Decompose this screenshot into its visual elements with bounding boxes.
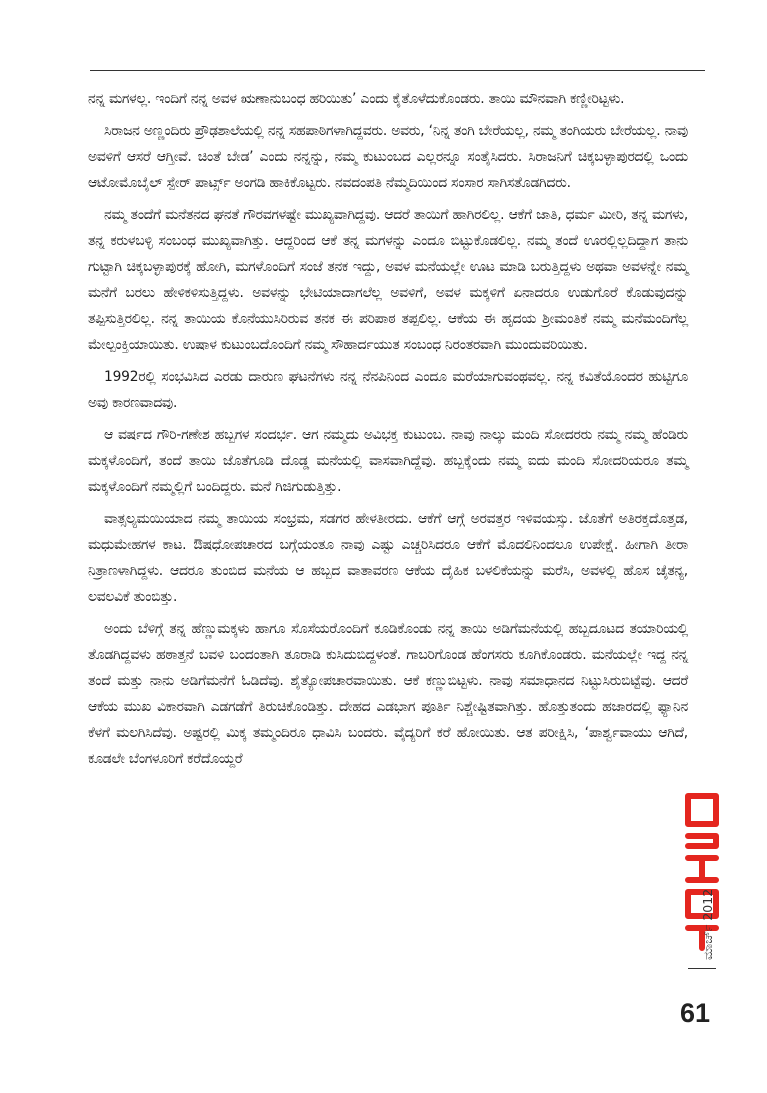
paragraph: 1992ರಲ್ಲಿ ಸಂಭವಿಸಿದ ಎರಡು ದಾರುಣ ಘಟನೆಗಳು ನನ್ನ ನೆನಪಿನಿಂದ ಎಂದೂ ಮರೆಯಾಗುವಂಥವಲ್ಲ. ನನ್ನ ಕವಿತೆಯೊಂದರ ಹುಟ್ಟಿಗೂ ಅವು ಕಾರಣವಾದವು. <box>88 369 688 411</box>
paragraph: ಸಿರಾಜನ ಅಣ್ಣಂದಿರು ಪ್ರೌಢಶಾಲೆಯಲ್ಲಿ ನನ್ನ ಸಹಪಾಠಿಗಳಾಗಿದ್ದವರು. ಅವರು, ‘ನಿನ್ನ ತಂಗಿ ಬೇರೆಯಲ್ಲ, ನಮ್ಮ ತಂಗಿಯರು ಬೇರೆಯಲ್ಲ. ನಾವು ಅವಳಿಗೆ ಆಸರೆ ಆಗ್ತೀವೆ. ಚಿಂತೆ ಬೇಡ’ ಎಂದು ನನ್ನನ್ನು, ನಮ್ಮ ಕುಟುಂಬದ ಎಲ್ಲರನ್ನೂ ಸಂತೈಸಿದರು. ಸಿರಾಜನಿಗೆ ಚಿಕ್ಕಬಳ್ಳಾಪುರದಲ್ಲಿ ಒಂದು ಆಟೋಮೊಬೈಲ್ ಸ್ಪೇರ್ ಪಾರ್ಟ್ಸ್ ಅಂಗಡಿ ಹಾಕಿಕೊಟ್ಟರು. ನವದಂಪತಿ ನೆಮ್ಮದಿಯಿಂದ ಸಂಸಾರ ಸಾಗಿಸತೊಡಗಿದರು. <box>88 123 688 191</box>
article-body <box>88 86 688 778</box>
paragraph: ಅಂದು ಬೆಳಿಗ್ಗೆ ತನ್ನ ಹೆಣ್ಣುಮಕ್ಕಳು ಹಾಗೂ ಸೊಸೆಯರೊಂದಿಗೆ ಕೂಡಿಕೊಂಡು ನನ್ನ ತಾಯಿ ಅಡಿಗೆಮನೆಯಲ್ಲಿ ಹಬ್ಬದೂಟದ ತಯಾರಿಯಲ್ಲಿ ತೊಡಗಿದ್ದವಳು ಹಠಾತ್ತನೆ ಬವಳಿ ಬಂದಂತಾಗಿ ತೂರಾಡಿ ಕುಸಿದುಬಿದ್ದಳಂತೆ. ಗಾಬರಿಗೊಂಡ ಹೆಂಗಸರು ಕೂಗಿಕೊಂಡರು. ಮನೆಯಲ್ಲೇ ಇದ್ದ ನನ್ನ ತಂದೆ ಮತ್ತು ನಾನು ಅಡಿಗೆಮನೆಗೆ ಓಡಿದೆವು. ಶೈತ್ಯೋಪಚಾರವಾಯಿತು. ಆಕೆ ಕಣ್ಣುಬಿಟ್ಟಳು. ನಾವು ಸಮಾಧಾನದ ನಿಟ್ಟುಸಿರುಬಿಟ್ಟೆವು. ಆದರೆ ಆಕೆಯ ಮುಖ ವಿಕಾರವಾಗಿ ಎಡಗಡೆಗೆ ತಿರುಚಿಕೊಂಡಿತ್ತು. ದೇಹದ ಎಡಭಾಗ ಪೂರ್ತಿ ನಿಶ್ಚೇಷ್ಟಿತವಾಗಿತ್ತು. ಹೊತ್ತುತಂದು ಹಜಾರದಲ್ಲಿ ಫ್ಯಾನಿನ ಕೆಳಗೆ ಮಲಗಿಸಿದೆವು. ಅಷ್ಟರಲ್ಲಿ ಮಿಕ್ಕ ತಮ್ಮಂದಿರೂ ಧಾವಿಸಿ ಬಂದರು. ವೈದ್ಯರಿಗೆ ಕರೆ ಹೋಯಿತು. ಆತ ಪರೀಕ್ಷಿಸಿ, ‘ಪಾರ್ಶ್ವವಾಯು ಆಗಿದೆ, ಕೂಡಲೇ ಬೆಂಗಳೂರಿಗೆ ಕರೆದೊಯ್ದರೆ <box>88 621 688 767</box>
paragraph: ವಾತ್ಸಲ್ಯಮಯಿಯಾದ ನಮ್ಮ ತಾಯಿಯ ಸಂಭ್ರಮ, ಸಡಗರ ಹೇಳತೀರದು. ಆಕೆಗೆ ಆಗ್ಗೆ ಅರವತ್ತರ ಇಳಿವಯಸ್ಸು. ಜೊತೆಗೆ ಅತಿರಕ್ತದೊತ್ತಡ, ಮಧುಮೇಹಗಳ ಕಾಟ. ಔಷಧೋಪಚಾರದ ಬಗ್ಗೆಯಂತೂ ನಾವು ಎಷ್ಟು ಎಚ್ಚರಿಸಿದರೂ ಆಕೆಗೆ ಮೊದಲಿನಿಂದಲೂ ಉಪೇಕ್ಷೆ. ಹೀಗಾಗಿ ತೀರಾ ನಿತ್ರಾಣಳಾಗಿದ್ದಳು. ಆದರೂ ತುಂಬಿದ ಮನೆಯ ಆ ಹಬ್ಬದ ವಾತಾವರಣ ಆಕೆಯ ದೈಹಿಕ ಬಳಲಿಕೆಯನ್ನು ಮರೆಸಿ, ಅವಳಲ್ಲಿ ಹೊಸ ಚೈತನ್ಯ, ಲವಲವಿಕೆ ತುಂಬಿತ್ತು. <box>88 511 688 605</box>
paragraph: ನಮ್ಮ ತಂದೆಗೆ ಮನೆತನದ ಘನತೆ ಗೌರವಗಳಷ್ಟೇ ಮುಖ್ಯವಾಗಿದ್ದವು. ಆದರೆ ತಾಯಿಗೆ ಹಾಗಿರಲಿಲ್ಲ. ಆಕೆಗೆ ಜಾತಿ, ಧರ್ಮ ಮೀರಿ, ತನ್ನ ಮಗಳು, ತನ್ನ ಕರುಳಬಳ್ಳಿ ಸಂಬಂಧ ಮುಖ್ಯವಾಗಿತ್ತು. ಆದ್ದರಿಂದ ಆಕೆ ತನ್ನ ಮಗಳನ್ನು ಎಂದೂ ಬಿಟ್ಟುಕೊಡಲಿಲ್ಲ. ನಮ್ಮ ತಂದೆ ಊರಲ್ಲಿಲ್ಲದಿದ್ದಾಗ ತಾನು ಗುಟ್ಟಾಗಿ ಚಿಕ್ಕಬಳ್ಳಾಪುರಕ್ಕೆ ಹೋಗಿ, ಮಗಳೊಂದಿಗೆ ಸಂಜೆ ತನಕ ಇದ್ದು, ಅವಳ ಮನೆಯಲ್ಲೇ ಊಟ ಮಾಡಿ ಬರುತ್ತಿದ್ದಳು ಅಥವಾ ಅವಳನ್ನೇ ನಮ್ಮ ಮನೆಗೆ ಬರಲು ಹೇಳಿಕಳಿಸುತ್ತಿದ್ದಳು. ಅವಳನ್ನು ಭೇಟಿಯಾದಾಗಲೆಲ್ಲ ಅವಳಿಗೆ, ಅವಳ ಮಕ್ಕಳಿಗೆ ಏನಾದರೂ ಉಡುಗೊರೆ ಕೊಡುವುದನ್ನು ತಪ್ಪಿಸುತ್ತಿರಲಿಲ್ಲ. ನನ್ನ ತಾಯಿಯ ಕೊನೆಯುಸಿರಿರುವ ತನಕ ಈ ಪರಿಪಾಠ ತಪ್ಪಲಿಲ್ಲ. ಆಕೆಯ ಈ ಹೃದಯ ಶ್ರೀಮಂತಿಕೆ ನಮ್ಮ ಮನೆಮಂದಿಗೆಲ್ಲ ಮೇಲ್ಪಂಕ್ತಿಯಾಯಿತು. ಉಷಾಳ ಕುಟುಂಬದೊಂದಿಗೆ ನಮ್ಮ ಸೌಹಾರ್ದಯುತ ಸಂಬಂಧ ನಿರಂತರವಾಗಿ ಮುಂದುವರಿಯಿತು. <box>88 207 688 353</box>
paragraph: ಆ ವರ್ಷದ ಗೌರಿ-ಗಣೇಶ ಹಬ್ಬಗಳ ಸಂದರ್ಭ. ಆಗ ನಮ್ಮದು ಅವಿಭಕ್ತ ಕುಟುಂಬ. ನಾವು ನಾಲ್ಕು ಮಂದಿ ಸೋದರರು ನಮ್ಮ ನಮ್ಮ ಹೆಂಡಿರು ಮಕ್ಕಳೊಂದಿಗೆ, ತಂದೆ ತಾಯಿ ಜೊತೆಗೂಡಿ ದೊಡ್ಡ ಮನೆಯಲ್ಲಿ ವಾಸವಾಗಿದ್ದೆವು. ಹಬ್ಬಕ್ಕೆಂದು ನಮ್ಮ ಐದು ಮಂದಿ ಸೋದರಿಯರೂ ತಮ್ಮ ಮಕ್ಕಳೊಂದಿಗೆ ನಮ್ಮಲ್ಲಿಗೆ ಬಂದಿದ್ದರು. ಮನೆ ಗಿಜಿಗುಡುತ್ತಿತ್ತು. <box>88 427 688 495</box>
page-number: 61 <box>680 998 711 1028</box>
side-rule <box>688 968 716 969</box>
top-rule <box>90 70 705 71</box>
issue-date: ಮಾರ್ಚ್ 2012 <box>700 888 715 960</box>
paragraph: ನನ್ನ ಮಗಳಲ್ಲ. ಇಂದಿಗೆ ನನ್ನ ಅವಳ ಋಣಾನುಬಂಧ ಹರಿಯಿತು’ ಎಂದು ಕೈತೊಳೆದುಕೊಂಡರು. ತಾಯಿ ಮೌನವಾಗಿ ಕಣ್ಣೀರಿಟ್ಟಳು. <box>88 91 625 107</box>
